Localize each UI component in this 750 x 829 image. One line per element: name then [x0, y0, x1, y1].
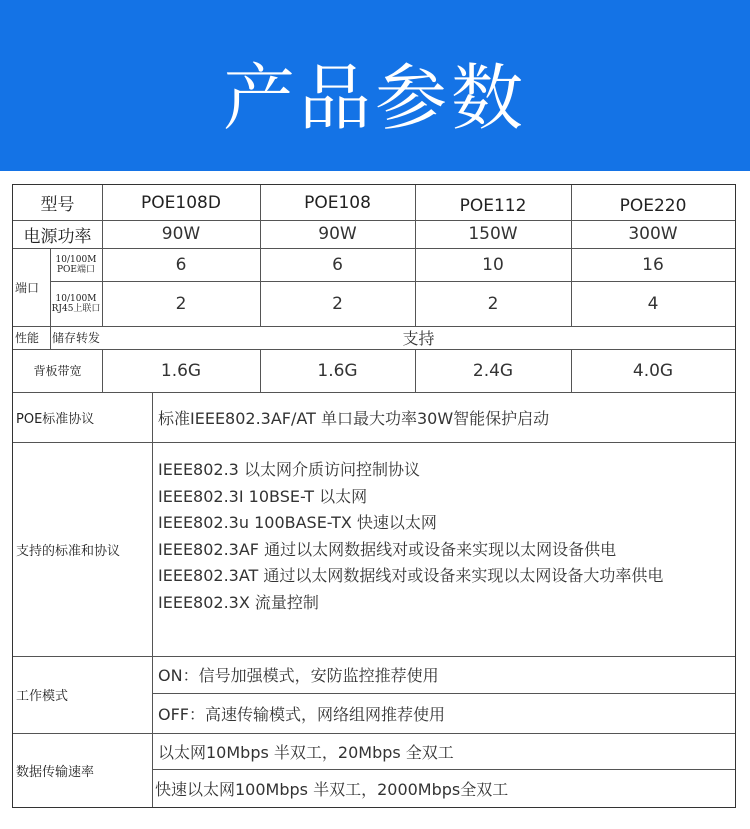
power-label: 电源功率 — [23, 226, 92, 247]
store-forward-value: 支持 — [402, 329, 435, 348]
backplane-value: 1.6G — [160, 360, 202, 381]
model-name: POE108 — [304, 192, 371, 213]
standard-item: IEEE802.3 以太网介质访问控制协议 — [158, 460, 420, 479]
model-name: POE220 — [619, 195, 687, 216]
work-mode-item: OFF：高速传输模式，网络组网推荐使用 — [158, 704, 446, 724]
power-value: 90W — [318, 224, 357, 244]
model-name: POE108D — [141, 192, 221, 213]
poe-port-count: 16 — [642, 254, 664, 275]
poe-port-count: 6 — [175, 254, 187, 275]
model-name: POE112 — [459, 195, 527, 216]
poe-protocol-label: POE标准协议 — [16, 411, 95, 427]
uplink-port-count: 2 — [332, 293, 343, 314]
backplane-value: 2.4G — [472, 360, 514, 381]
uplink-port-count: 4 — [647, 293, 659, 314]
standards-label: 支持的标准和协议 — [16, 543, 121, 559]
poe-protocol-value: 标准IEEE802.3AF/AT 单口最大功率30W智能保护启动 — [158, 408, 550, 428]
model-label: 型号 — [40, 195, 75, 215]
rate-label: 数据传输速率 — [16, 764, 95, 780]
spec-table — [12, 184, 736, 808]
performance-label: 性能 — [15, 331, 40, 345]
rate-item: 以太网10Mbps 半双工，20Mbps 全双工 — [158, 742, 454, 762]
backplane-value: 1.6G — [317, 360, 358, 381]
standard-item: IEEE802.3AT 通过以太网数据线对或设备来实现以太网设备大功率供电 — [158, 566, 664, 586]
power-value: 90W — [161, 224, 201, 244]
uplink-port-count: 2 — [175, 293, 187, 314]
poe-port-count: 6 — [332, 254, 343, 275]
ports-label: 端口 — [15, 280, 40, 295]
backplane-value: 4.0G — [632, 360, 674, 381]
page-title: 产品参数 — [222, 55, 527, 140]
work-mode-item: ON：信号加强模式，安防监控推荐使用 — [158, 666, 439, 685]
standards-list — [158, 457, 733, 617]
backplane-label: 背板带宽 — [33, 364, 82, 378]
standard-item: IEEE802.3u 100BASE-TX 快速以太网 — [158, 513, 437, 533]
standard-item: IEEE802.3I 10BSE-T 以太网 — [158, 486, 368, 506]
store-forward-label: 储存转发 — [52, 331, 101, 345]
standard-item: IEEE802.3X 流量控制 — [158, 592, 319, 612]
power-value: 300W — [628, 224, 678, 244]
rate-item: 快速以太网100Mbps 半双工，2000Mbps全双工 — [155, 779, 509, 799]
work-mode-label: 工作模式 — [16, 689, 69, 704]
uplink-port-label: 10/100M RJ45上联口 — [51, 293, 101, 314]
standard-item: IEEE802.3AF 通过以太网数据线对或设备来实现以太网设备供电 — [158, 539, 617, 559]
uplink-port-count: 2 — [487, 293, 499, 314]
title-banner — [0, 0, 750, 171]
power-value: 150W — [468, 224, 518, 244]
poe-port-count: 10 — [482, 254, 504, 275]
poe-port-label: 10/100M POE端口 — [55, 254, 97, 275]
